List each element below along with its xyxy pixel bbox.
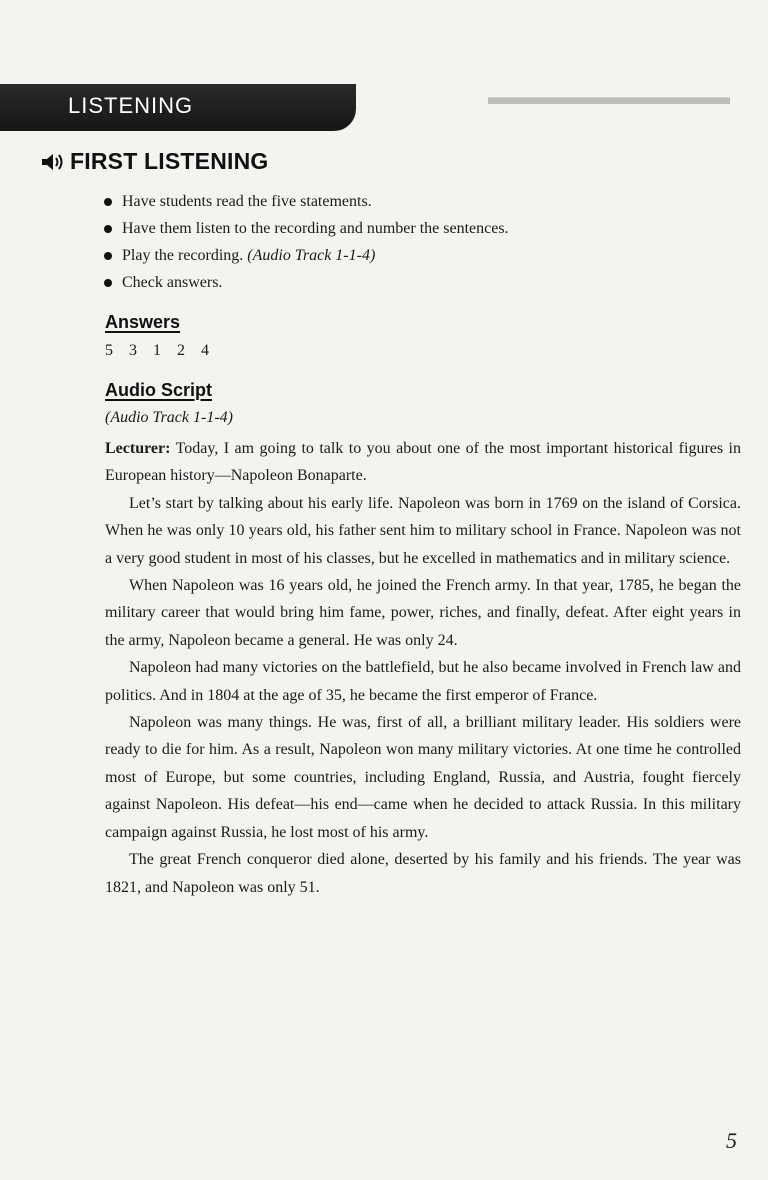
instruction-list [104,188,509,296]
answer-value: 3 [129,342,137,359]
script-paragraph: When Napoleon was 16 years old, he joined the French army. In that year, 1785, he began the military career that would bring him fame, power, riches, and finally, defeat. After eight years in the army, Napoleon became a general. He was only 24. [105,577,741,649]
audio-script-heading: Audio Script [105,380,212,400]
speaker-label: Lecturer: [105,440,171,457]
list-item: Play the recording. (Audio Track 1-1-4) [104,242,509,269]
list-item: Have students read the five statements. [104,188,509,215]
list-item: Have them listen to the recording and number the sentences. [104,215,509,242]
banner-label: LISTENING [68,93,194,118]
listening-banner [0,84,356,131]
script-paragraph: Lecturer: Today, I am going to talk to you about one of the most important historical figures in European history—Napoleon Bonaparte. [105,440,741,485]
instruction-track: (Audio Track 1-1-4) [247,247,376,264]
script-paragraph: The great French conqueror died alone, deserted by his family and his friends. The year was 1821, and Napoleon was only 51. [105,851,741,896]
answer-value: 4 [201,342,209,359]
bullet-icon [104,252,112,260]
audio-script-track: (Audio Track 1-1-4) [105,409,233,426]
bullet-icon [104,225,112,233]
bullet-icon [104,198,112,206]
script-paragraph: Napoleon was many things. He was, first of all, a brilliant military leader. His soldiers were ready to die for him. As a result, Napoleon won many military victories. At one time he controlled most of Europe, but some countries, including England, Russia, and Austria, fought fiercely against Napoleon. His defeat—his end—came when he decided to attack Russia. In this military campaign against Russia, he lost most of his army. [105,714,741,841]
show-through-heading: ▬▬▬▬▬▬▬▬▬▬▬ [488,84,730,109]
answer-value: 5 [105,342,113,359]
first-listening-heading [40,148,269,175]
script-paragraph: Let’s start by talking about his early life. Napoleon was born in 1769 on the island of Corsica. When he was only 10 years old, his father sent him to military school in France. Napoleon was not a very good student in most of his classes, but he excelled in mathematics and in military science. [105,494,741,567]
bullet-icon [104,279,112,287]
page-number: 5 [726,1128,737,1153]
script-paragraph: Napoleon had many victories on the battlefield, but he also became involved in French law and politics. And in 1804 at the age of 35, he became the first emperor of France. [105,659,741,704]
section-title: FIRST LISTENING [70,148,269,174]
answers-list [105,342,225,360]
list-item: Check answers. [104,269,509,296]
answers-heading: Answers [105,312,181,332]
speaker-icon [40,151,66,173]
answer-value: 1 [153,342,161,359]
audio-script-body [105,435,741,901]
answer-value: 2 [177,342,185,359]
